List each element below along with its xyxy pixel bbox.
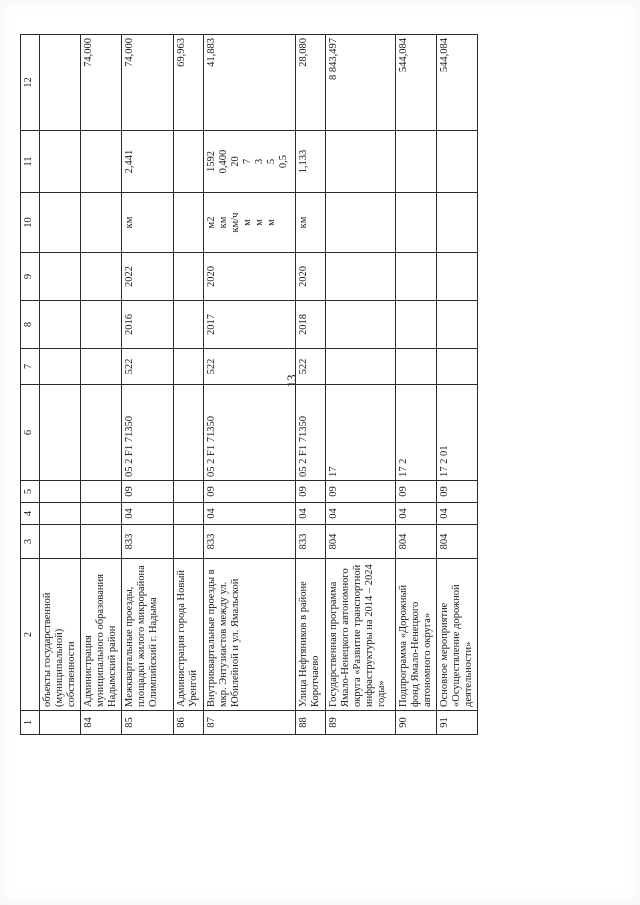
- cell-line: км/ч: [230, 212, 241, 233]
- cell-line: км: [218, 216, 229, 229]
- cell-line: 1592: [206, 151, 217, 172]
- cell-col-12: 41,883: [204, 35, 296, 131]
- cell-col-3: 833: [122, 525, 174, 559]
- cell-col-6: [81, 385, 122, 481]
- cell-col-2: Внутриквартальные проезды в мкр. Энтузиастов между ул. Юбилейной и ул. Ямальской: [204, 559, 296, 711]
- cell-col-11: [81, 131, 122, 193]
- cell-col-8: [326, 301, 396, 349]
- cell-line: 1,133: [298, 149, 309, 174]
- cell-col-11: [40, 131, 81, 193]
- cell-col-2: Государственная программа Ямало-Ненецкого автономного округа «Развитие транспортной инфраструктуры на 2014 – 2024 годы»: [326, 559, 396, 711]
- cell-col-6: 17 2 01: [437, 385, 478, 481]
- cell-col-1: 87: [204, 711, 296, 735]
- column-header-2: 2: [21, 559, 40, 711]
- cell-col-2: Администрация города Новый Уренгой: [174, 559, 204, 711]
- cell-col-5: 09: [296, 481, 326, 503]
- cell-col-1: [40, 711, 81, 735]
- cell-col-1: 88: [296, 711, 326, 735]
- cell-col-10: [122, 193, 174, 253]
- cell-col-7: 522: [122, 349, 174, 385]
- cell-col-5: 09: [396, 481, 437, 503]
- cell-col-6: 17 2: [396, 385, 437, 481]
- cell-line: 0,5: [278, 154, 289, 169]
- cell-col-12: 69,963: [174, 35, 204, 131]
- column-header-9: 9: [21, 253, 40, 301]
- cell-col-1: 89: [326, 711, 396, 735]
- cell-col-4: 04: [122, 503, 174, 525]
- cell-col-9: [81, 253, 122, 301]
- cell-line: 20: [230, 156, 241, 167]
- cell-col-8: [437, 301, 478, 349]
- cell-col-3: [174, 525, 204, 559]
- budget-table: [20, 34, 478, 735]
- table-row: [296, 35, 326, 735]
- cell-col-7: [81, 349, 122, 385]
- cell-col-4: 04: [326, 503, 396, 525]
- cell-col-7: [396, 349, 437, 385]
- cell-col-8: 2017: [204, 301, 296, 349]
- cell-line: 3: [254, 158, 265, 165]
- column-header-7: 7: [21, 349, 40, 385]
- cell-col-9: 2020: [204, 253, 296, 301]
- cell-col-1: 90: [396, 711, 437, 735]
- cell-line: км: [124, 216, 135, 229]
- cell-col-4: 04: [204, 503, 296, 525]
- column-header-11: 11: [21, 131, 40, 193]
- cell-col-10: [40, 193, 81, 253]
- cell-col-6: 05 2 F1 71350: [122, 385, 174, 481]
- cell-col-6: [40, 385, 81, 481]
- table-row: [326, 35, 396, 735]
- table-body: [40, 35, 478, 735]
- cell-col-3: 804: [437, 525, 478, 559]
- cell-col-7: [437, 349, 478, 385]
- cell-col-4: [81, 503, 122, 525]
- cell-col-2: объекты государственной (муниципальной) собственности: [40, 559, 81, 711]
- column-header-12: 12: [21, 35, 40, 131]
- cell-col-11: [396, 131, 437, 193]
- cell-line: 2,441: [124, 149, 135, 174]
- header-row: [21, 35, 40, 735]
- cell-line: м: [254, 219, 265, 226]
- table-row: [174, 35, 204, 735]
- cell-col-8: [40, 301, 81, 349]
- cell-line: км: [298, 216, 309, 229]
- cell-col-10: [174, 193, 204, 253]
- cell-col-7: 522: [296, 349, 326, 385]
- cell-col-7: [326, 349, 396, 385]
- cell-col-5: [81, 481, 122, 503]
- cell-col-2: Подпрограмма «Дорожный фонд Ямало-Ненецкого автономного округа»: [396, 559, 437, 711]
- cell-col-7: [40, 349, 81, 385]
- cell-col-9: 2022: [122, 253, 174, 301]
- cell-col-9: [326, 253, 396, 301]
- cell-col-3: [40, 525, 81, 559]
- cell-line: 7: [242, 158, 253, 165]
- column-header-10: 10: [21, 193, 40, 253]
- table-row: [40, 35, 81, 735]
- cell-col-10: [437, 193, 478, 253]
- cell-col-6: [174, 385, 204, 481]
- cell-col-2: Межквартальные проезды, площадки жилого микрорайона Олимпийский г. Надыма: [122, 559, 174, 711]
- cell-col-9: [40, 253, 81, 301]
- cell-col-11: [122, 131, 174, 193]
- cell-col-6: 17: [326, 385, 396, 481]
- cell-line: 5: [266, 158, 277, 165]
- cell-col-12: 74,000: [122, 35, 174, 131]
- cell-col-5: 09: [204, 481, 296, 503]
- cell-col-10: [204, 193, 296, 253]
- cell-col-1: 86: [174, 711, 204, 735]
- cell-col-7: [174, 349, 204, 385]
- cell-col-12: 28,080: [296, 35, 326, 131]
- cell-col-3: [81, 525, 122, 559]
- column-header-6: 6: [21, 385, 40, 481]
- rotated-table-container: [20, 35, 543, 735]
- column-header-1: 1: [21, 711, 40, 735]
- cell-col-4: 04: [296, 503, 326, 525]
- cell-col-1: 84: [81, 711, 122, 735]
- cell-col-2: Администрация муниципального образования Надымский район: [81, 559, 122, 711]
- cell-col-3: 833: [204, 525, 296, 559]
- cell-col-1: 91: [437, 711, 478, 735]
- cell-col-12: 74,000: [81, 35, 122, 131]
- table-row: [396, 35, 437, 735]
- page-number: 13: [284, 374, 299, 388]
- cell-col-9: [437, 253, 478, 301]
- cell-col-10: [81, 193, 122, 253]
- cell-col-8: 2016: [122, 301, 174, 349]
- cell-line: 0,400: [218, 149, 229, 174]
- cell-col-4: [40, 503, 81, 525]
- cell-col-8: [174, 301, 204, 349]
- cell-col-8: [396, 301, 437, 349]
- cell-col-5: [40, 481, 81, 503]
- table-row: [204, 35, 296, 735]
- cell-col-12: [40, 35, 81, 131]
- cell-col-11: [204, 131, 296, 193]
- cell-col-3: 804: [326, 525, 396, 559]
- column-header-4: 4: [21, 503, 40, 525]
- cell-col-2: Улица Нефтяников в районе Коротчаево: [296, 559, 326, 711]
- cell-col-11: [296, 131, 326, 193]
- cell-col-4: 04: [396, 503, 437, 525]
- cell-col-12: 544,084: [396, 35, 437, 131]
- cell-col-10: [296, 193, 326, 253]
- cell-col-4: [174, 503, 204, 525]
- cell-line: м: [266, 219, 277, 226]
- cell-col-10: [396, 193, 437, 253]
- column-header-3: 3: [21, 525, 40, 559]
- cell-line: м2: [206, 216, 217, 229]
- cell-col-4: 04: [437, 503, 478, 525]
- table-row: [437, 35, 478, 735]
- cell-col-6: 05 2 F1 71350: [296, 385, 326, 481]
- cell-col-11: [437, 131, 478, 193]
- cell-col-2: Основное мероприятие «Осуществление дорожной деятельности»: [437, 559, 478, 711]
- cell-col-11: [174, 131, 204, 193]
- cell-col-5: 09: [122, 481, 174, 503]
- cell-col-11: [326, 131, 396, 193]
- cell-col-5: 09: [437, 481, 478, 503]
- cell-col-3: 833: [296, 525, 326, 559]
- cell-col-5: [174, 481, 204, 503]
- cell-col-9: 2020: [296, 253, 326, 301]
- table-row: [81, 35, 122, 735]
- cell-col-5: 09: [326, 481, 396, 503]
- cell-col-3: 804: [396, 525, 437, 559]
- cell-col-9: [174, 253, 204, 301]
- column-header-8: 8: [21, 301, 40, 349]
- cell-line: м: [242, 219, 253, 226]
- cell-col-12: 544,084: [437, 35, 478, 131]
- cell-col-10: [326, 193, 396, 253]
- cell-col-9: [396, 253, 437, 301]
- cell-col-1: 85: [122, 711, 174, 735]
- cell-col-8: [81, 301, 122, 349]
- table-row: [122, 35, 174, 735]
- cell-col-7: 522: [204, 349, 296, 385]
- column-header-5: 5: [21, 481, 40, 503]
- cell-col-12: 8 843,497: [326, 35, 396, 131]
- cell-col-6: 05 2 F1 71350: [204, 385, 296, 481]
- cell-col-8: 2018: [296, 301, 326, 349]
